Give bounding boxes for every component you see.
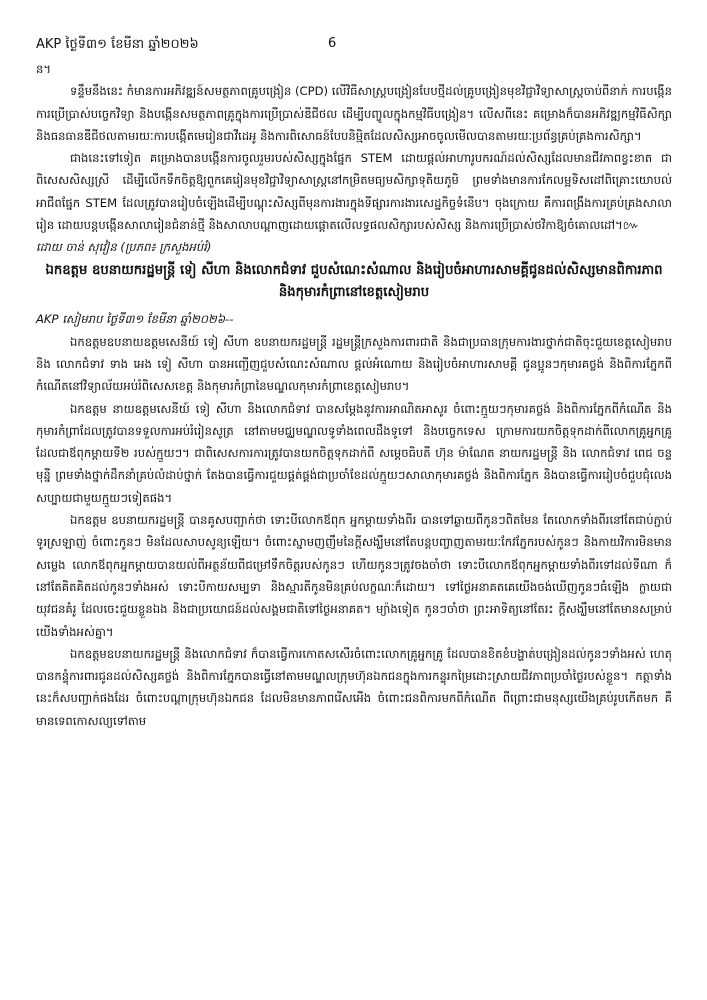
page-number: 6 [328,36,337,51]
header-date: AKP ថ្ងៃទី៣១ ខែមីនា ឆ្នាំ២០២៦ [36,37,199,52]
article2-dateline: AKP សៀមរាប ថ្ងៃទី៣១ ខែមីនា ឆ្នាំ២០២៦-- [36,312,234,327]
page-header [36,36,671,56]
article1-byline: ដោយ ចាន់ សុវៀន (ប្រភព៖ ក្រសួងអប់រំ) [36,240,212,255]
article2-paragraph-4: ឯកឧត្តមឧបនាយករដ្ឋមន្ត្រី និងលោកជំទាវ ក៏បានធ្វើការកោតសសើរចំពោះលោកគ្រូអ្នកគ្រូ ដែលបានខិតខំបង្ហាត់បង្រៀនដល់កូនៗទាំងអស់ ហេតុបានកន្ទុំការពារជូនដល់សិស្សគថ្លង់ និងពិការភ្នែកបានធ្វើនៅតាមមណ្ឌលក្រុមហ៊ុនឯកជនក្នុងការកន្ទុរកម្រៃដោះស្រាយជីវភាពប្រចាំថ្ងៃរបស់ខ្លួន។ កត្តាទាំងនេះក៏សបញ្ជាក់ផងដែរ ចំពោះបណ្តាក្រុមហ៊ុនឯកជន ដែលមិនមានភាពរើសអើង ចំពោះជនពិការមកពីកំណើត ពីព្រោះជាមនុស្សយើងគ្រប់រូបកើតមក គឺមានទេពកោសល្យទៅតាម [36,646,672,728]
article2-headline: ឯកឧត្តម ឧបនាយករដ្ឋមន្ត្រី ទៀ សីហា និងលោកជំទាវ ជួបសំណេះសំណាល និងរៀបចំអាហារសាមគ្គីជូនដល់សិស្សមានពិការភាព និងកុមារកំព្រានៅខេត្តសៀមរាប [45,263,663,301]
article2-paragraph-3: ឯកឧត្តម ឧបនាយករដ្ឋមន្ត្រី បានគូសបញ្ជាក់ថា ទោះបីលោកឪពុក អ្នកម្តាយទាំងពីរ បានទៅឆ្ងាយពីកូនៗពិតមែន តែលោកទាំងពីរនៅតែជាប់ភ្ជាប់ទូរស្រឡាញ់ ចំពោះកូនៗ មិនដែលសាបសូន្យឡើយ។ ចំពោះស្នាមញញឹមនៃក្តីសង្ឃឹមនៅតែបន្តបញ្ចាញតាមរយៈកែវភ្នែករបស់កូនៗ និងកាយវិការមិនមានសម្លេង លោកឪពុកអ្នកម្តាយបានយល់ពីអត្ថន័យពីជម្រៅទឹកចិត្តរបស់កូនៗ ហើយកូនៗត្រូវចងចាំថា ទោះបីលោកឪពុកអ្នកម្តាយទាំងពីរទៅដល់ទីណា ក៏នៅតែគិតគិតដល់កូនៗទាំងអស់ ទោះបីកាយសម្បទា និងស្មារតីកូនមិនគ្រប់លក្ខណៈក៏ដោយ។ ទៅថ្ងៃអនាគតគេយើងចង់ឃើញកូនៗធំឡើង ក្លាយជាយុវជនគំរូ ដែលចេះជួយខ្លួនឯង និងជាប្រយោជន៍ដល់សង្គមជាតិទៅថ្ងៃអនាគត។ ម្យ៉ាងទៀត កូនៗចាំថា ព្រះអាទិត្យនៅតែរះ ក្តីសង្ឃឹមនៅតែមានសម្រាប់យើងទាំងអស់គ្នា។ [36,513,672,639]
page-content [36,58,672,732]
article1-paragraph-1: ទន្ទឹមនឹងនេះ កំមានការអភិវឌ្ឍន៍សមត្ថភាពគ្រូបង្រៀន (CPD) លើវិធីសាស្ត្របង្រៀនបែបថ្មីដល់គ្រូបង្រៀនមុខវិជ្ជាវិទ្យាសាស្ត្រចាប់ពីនាក់ ការបង្កើនការប្រើប្រាស់បច្ចេកវិទ្យា និងបង្កើនសមត្ថភាពគ្រូក្នុងការប្រើប្រាស់ឌីជីថល ដើម្បីបញ្ចូលក្នុងកម្មវិធីបង្រៀន។ លើសពីនេះ គម្រោងក៏បានអភិវឌ្ឍកម្មវិធីសិក្សា និងធនធានឌីជីថលតាមរយៈការបង្កើតមេរៀនជាវីដេអូ និងការពិសោធន៍បែបនិម្មិតដែលសិស្សអាចចូលមើលបានតាមរយៈប្រព័ន្ធគ្រប់គ្រងការសិក្សា។ [36,84,672,143]
article1-paragraph-2: ជាងនេះទៅទៀត គម្រោងបានបង្កើនការចូលរួមរបស់សិស្សក្នុងផ្នែក STEM ដោយផ្តល់អាហារូបករណ៍ដល់សិស្សដែលមានជីវភាពខ្វះខាត ជាពិសេសសិស្សស្រី ដើម្បីលើកទឹកចិត្តឱ្យពួកគេរៀនមុខវិជ្ជាវិទ្យាសាស្ត្រនៅកម្រិតមធ្យមសិក្សាទុតិយភូមិ ព្រមទាំងមានការកែលម្អទិសដៅពិគ្រោះយោបល់អាជីពផ្នែក STEM ដែលត្រូវបានរៀបចំឡើងដើម្បីបណ្តុះសិស្សពីមុនការងារក្នុងទីផ្សារការងារសេដ្ឋកិច្ចទំនើប។ ចុងក្រោយ គឺការពង្រឹងការគ្រប់គ្រងសាលារៀន ដោយបន្តបង្កើនសាលារៀនជំនាន់ថ្មី និងសាលាបណ្តាញដោយផ្តោតលើលទ្ធផលសិក្សារបស់សិស្ស និងការប្រើប្រាស់ថវិកាឱ្យចំគោលដៅ។៚ [36,151,672,233]
article2-paragraph-1: ឯកឧត្តមឧបនាយឧត្តមសេនីយ៍ ទៀ សីហា ឧបនាយករដ្ឋមន្ត្រី រដ្ឋមន្ត្រីក្រសួងការពារជាតិ និងជាប្រធានក្រុមការងារថ្នាក់ជាតិចុះជួយខេត្តសៀមរាប និង លោកជំទាវ ទាង អេង ទៀ សីហា បានអញ្ជើញជួបសំណេះសំណាល ផ្តល់អំណោយ និងរៀបចំអាហារសាមគ្គី ជូនប្អូនៗកុមារគថ្លង់ និងពិការភ្នែកពីកំណើតនៅវិទ្យាល័យអប់រំពិសេសខេត្ត និងកុមារកំព្រានៃមណ្ឌលកុមារកំព្រាខេត្តសៀមរាប។ [36,334,672,394]
article2-paragraph-2: ឯកឧត្តម នាយឧត្តមសេនីយ៍ ទៀ សីហា និងលោកជំទាវ បានសម្តែងនូវការអាណិតអាសូរ ចំពោះក្មួយៗកុមារគថ្លង់ និងពិការភ្នែកពីកំណើត និងកុមារកំព្រាដែលត្រូវបានទទួលការអប់រំរៀនសូត្រ នៅតាមមជ្ឈមណ្ឌលទូទាំងពេលដឹងទូទៅ និងបច្ចេកទេស ក្រោមការយកចិត្តទុកដាក់ពីលោកគ្រូអ្នកគ្រូ ដែលជាឪពុកម្តាយទី២ របស់ក្មួយៗ។ ជាពិសេសការការត្រូវបានយកចិត្តទុកដាក់ពី សម្តេចធិបតី ហ៊ុន ម៉ាណែត នាយករដ្ឋមន្ត្រី និង លោកជំទាវ ពេជ ចន្ទមុន្នី ព្រមទាំងថ្នាក់ដឹកនាំគ្រប់លំដាប់ថ្នាក់ តែងបានធ្វើការជួយផ្គត់ផ្គង់ជាប្រចាំខែដល់ក្មួយៗសាលាកុមារគថ្លង់ និងពិការភ្នែក និងបានធ្វើការរៀបចំជួបជុំលេងសប្បាយជាមួយក្មួយៗទៀតផង។ [36,401,672,505]
article1-continuation: ន។ [36,62,52,76]
